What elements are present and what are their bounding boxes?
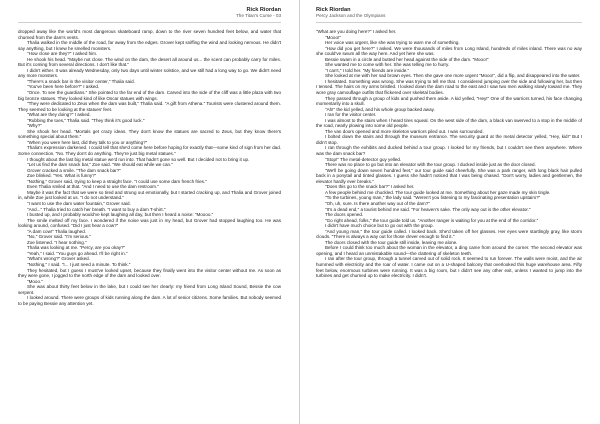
paragraph: "We'll be going down seven hundred feet," our tour guide said cheerfully. She was a park ranger, with long black hair pulled back in a ponytail and tinted glasses. I guess she hadn't noticed that I was being chased. "Don't worry, ladies and gentlemen, the elevator hardly ever breaks." <box>316 167 582 184</box>
right-header-author: Rick Riordan <box>316 7 351 13</box>
paragraph: "It's a dead end," a tourist behind me said. "For heaven's sake. The only way out is the other elevator." <box>325 206 531 212</box>
left-page-body <box>18 29 281 306</box>
right-header-rule <box>316 22 582 23</box>
paragraph: I was almost to the stairs when I heard tires squeal. On the west side of the dam, a black van swerved to a stop in the middle of the road, nearly plowing into some old people. <box>316 117 582 129</box>
paragraph: "Ah!" the kid yelled, and his whole group backed away. <box>325 106 435 112</box>
paragraph: I ran after the tour group, through a tunnel carved out of solid rock. It seemed to run forever. The walls were moist, and the air hummed with electricity and the roar of water. I came out on a U-shaped balcony that overlooked this huge warehouse area. Fifty feet below, enormous turbines were running. It was a big room, but I didn't see any other exit, unless I wanted to jump into the turbines and get churned up to make electricity. I didn't. <box>316 256 582 279</box>
paragraph: I busted up, and I probably would've kept laughing all day, but then I heard a noise: "Moooo." <box>27 212 214 218</box>
paragraph: Before I could think too much about the woman in the elevator, a ding came from around the corner. The second elevator was opening, and I heard an unmistakable sound—the clattering of skeleton teeth. <box>316 245 582 256</box>
paragraph: "And..." Thalia tried to catch her breath. "I want to buy a dam T-shirt." <box>27 206 166 212</box>
left-header-title: The Titan's Curse - 03 <box>235 13 281 18</box>
paragraph: "How close are they?" I asked him. <box>27 51 98 57</box>
right-header-title: Percy Jackson and the Olympians <box>316 13 386 18</box>
paragraph: "What are you doing here?" I asked her. <box>316 29 397 34</box>
paragraph: "Nothing," Grover said, trying to keep a straight face. "I could use some dam french fries." <box>27 178 207 184</box>
paragraph: I ran for the visitor center. <box>325 112 377 118</box>
paragraph: "I can't," I told her. "My friends are inside." <box>325 67 410 73</box>
paragraph: I hesitated. Something was wrong. She was trying to tell me that. I considered jumping over the side and following her, but then I tensed. The hairs on my arms bristled. I looked down the dam road to the east and I saw two men walking slowly toward me. They wore gray camouflage outfits that flickered over skeletal bodies. <box>316 78 582 96</box>
paragraph: "To the turbines, young man," the lady said. "Weren't you listening to my fascinating presentation upstairs?" <box>325 195 541 201</box>
paragraph: Thalia walked in the middle of the road, far away from the edges. Grover kept sniffing the wind and looking nervous. He didn't say anything, but I knew he smelled monsters. <box>18 40 281 51</box>
left-header-rule <box>18 22 281 23</box>
paragraph: "Oh, uh, sure. Is there another way out of the dam?" <box>325 200 430 206</box>
paragraph: "Nothing," I said. "I... I just need a minute. To think." <box>27 261 131 267</box>
paragraph: The smile melted off my face. I wondered if the noise was just in my head, but Grover had stopped laughing too. He was looking around, confused. "Did I just hear a cow?" <box>18 217 281 229</box>
paragraph: "Does this go to the snack bar?" I asked her. <box>325 184 415 190</box>
paragraph: "I want to use the dam water fountain," Grover said. <box>27 200 131 206</box>
paragraph: The doors opened. <box>325 212 364 218</box>
paragraph: I thought about the last big metal statue we'd run into. That hadn't gone so well. But I decided not to bring it up. <box>27 156 250 162</box>
paragraph: "When you were here last, did they talk to you or anything?" <box>27 139 148 145</box>
paragraph: Thalia was looking at me. "Percy, are you okay?" <box>27 245 126 251</box>
paragraph: Grover cracked a smile. "The dam snack bar?" <box>27 167 121 173</box>
paragraph: I looked around. There were groups of kids running along the dam. A lot of senior citizens. Some families. But nobody seemed to be paying Bessie any attention yet. <box>18 295 281 306</box>
paragraph: I didn't have much choice but to go out with the group. <box>325 223 434 229</box>
paragraph: "Let us find the dam snack bar," Zoe said. "We should eat while we can." <box>27 162 173 168</box>
paragraph: "Go right ahead, folks," the tour guide told us. "Another ranger is waiting for you at the end of the corridor." <box>325 217 539 223</box>
paragraph: She wanted me to come with her. She was telling me to hurry. <box>325 62 450 68</box>
paragraph: Thalia's expression darkened. I could tell that she'd come here before hoping for exactly that—some kind of sign from her dad. Some connection. "No. They don't do anything. They're just big metal statues." <box>18 145 281 157</box>
paragraph: He shook his head. "Maybe not close. The wind on the dam, the desert all around us... the scent can probably carry for miles. But it's coming from several directions. I don't like that." <box>18 56 281 68</box>
paragraph: "How did you get here?" I asked. We were thousands of miles from Long Island, hundreds of miles inland. There was no way she could've swum all the way here. And yet here she was. <box>316 45 582 57</box>
paragraph: She was about thirty feet below in the lake, but I could see her clearly: my friend from Long Island Sound, Bessie the cow serpent. <box>18 284 281 295</box>
paragraph: Her voice was urgent, like she was trying to warn me of something. <box>325 40 460 46</box>
paragraph: They hesitated, but I guess I must've looked upset, because they finally went into the visitor center without me. As soon as they were gone, I jogged to the north edge of the dam and looked over. <box>18 267 281 279</box>
paragraph: "No," Grover said. "I'm serious." <box>27 234 91 240</box>
paragraph: I didn't either. It was already Wednesday, only two days until winter solstice, and we still had a long way to go. We didn't need any more monsters. <box>18 67 281 79</box>
right-page-body <box>316 29 582 279</box>
paragraph: The doors closed with the tour guide still inside, leaving me alone. <box>325 239 458 245</box>
paragraph: They passed through a group of kids and pushed them aside. A kid yelled, "Hey!" One of the warriors turned, his face changing momentarily into a skull. <box>316 95 582 107</box>
paragraph: dropped away like the world's most dangerous skateboard ramp, down to the river seven hundred feet below, and water that churned from the dam's vents. <box>18 29 281 40</box>
paragraph: I ran through the exhibits and ducked behind a tour group. I looked for my friends, but I couldn't see them anywhere. Where was the dam snack bar? <box>316 145 582 157</box>
right-page <box>300 0 600 424</box>
paragraph: Zoe listened. "I hear nothing." <box>27 239 87 245</box>
paragraph: "They were dedicated to Zeus when the dam was built," Thalia said. "A gift from Athena." Tourists were clustered around them. They seemed to be looking at the statues' feet. <box>18 101 281 112</box>
left-page-header <box>236 7 281 19</box>
paragraph: Maybe it was the fact that we were so tired and strung out emotionally, but I started cracking up, and Thalia and Grover joined in, while Zoe just looked at us. "I do not understand." <box>18 189 281 201</box>
paragraph: "What's wrong?" Grover asked. <box>27 256 90 262</box>
left-header-author: Rick Riordan <box>246 7 281 13</box>
paragraph: "There's a snack bar in the visitor center," Thalia said. <box>27 78 135 84</box>
paragraph: "Once. To see the guardians." She pointed to the far end of the dam. Carved into the side of the cliff was a little plaza with two big bronze statues. They looked kind of like Oscar statues with wings. <box>18 90 281 101</box>
paragraph: Even Thalia smiled at that. "And I need to use the dam restroom." <box>27 184 159 190</box>
paragraph: A few people behind me chuckled. The tour guide looked at me. Something about her gaze made my skin tingle. <box>325 189 551 195</box>
paragraph: The van doors opened and more skeleton warriors piled out. I was surrounded. <box>325 128 484 134</box>
paragraph: "You've been here before?" I asked. <box>27 84 100 90</box>
paragraph: "Mooo!" <box>325 34 341 40</box>
paragraph: "What are they doing?" I asked. <box>27 112 91 118</box>
paragraph: "Mooo." <box>27 278 43 284</box>
right-page-header <box>316 7 385 19</box>
paragraph: "A dam cow!" Thalia laughed. <box>27 228 87 234</box>
paragraph: "And young man," the tour guide called. I looked back. She'd taken off her glasses. Her eyes were startlingly gray, like storm clouds. "There is always a way out for those clever enough to find it." <box>316 228 582 240</box>
paragraph: "Yeah," I said. "You guys go ahead. I'll be right in." <box>27 250 128 256</box>
paragraph: She looked at me with her sad brown eyes. Then she gave one more urgent "Mooo!", did a flip, and disappeared into the water. <box>325 73 581 79</box>
paragraph: There was no place to go but into an elevator with the tour group. I ducked inside just as the door closed. <box>325 162 536 168</box>
paragraph: Bessie swam in a circle and butted her head against the side of the dam. "Mooo!" <box>325 56 489 62</box>
paragraph: "Why?" <box>27 123 42 129</box>
paragraph: "Stop!" The metal-detector guy yelled. <box>325 156 402 162</box>
paragraph: "Rubbing the toes," Thalia said. "They think it's good luck." <box>27 117 145 123</box>
paragraph: I bolted down the stairs and through the museum entrance. The security guard at the metal detector yelled, "Hey, kid!" But I didn't stop. <box>316 134 582 145</box>
paragraph: She shook her head. "Mortals get crazy ideas. They don't know the statues are sacred to Zeus, but they know there's something special about them." <box>18 128 281 140</box>
paragraph: Zoe blinked. "Yes. What is funny?" <box>27 173 97 179</box>
